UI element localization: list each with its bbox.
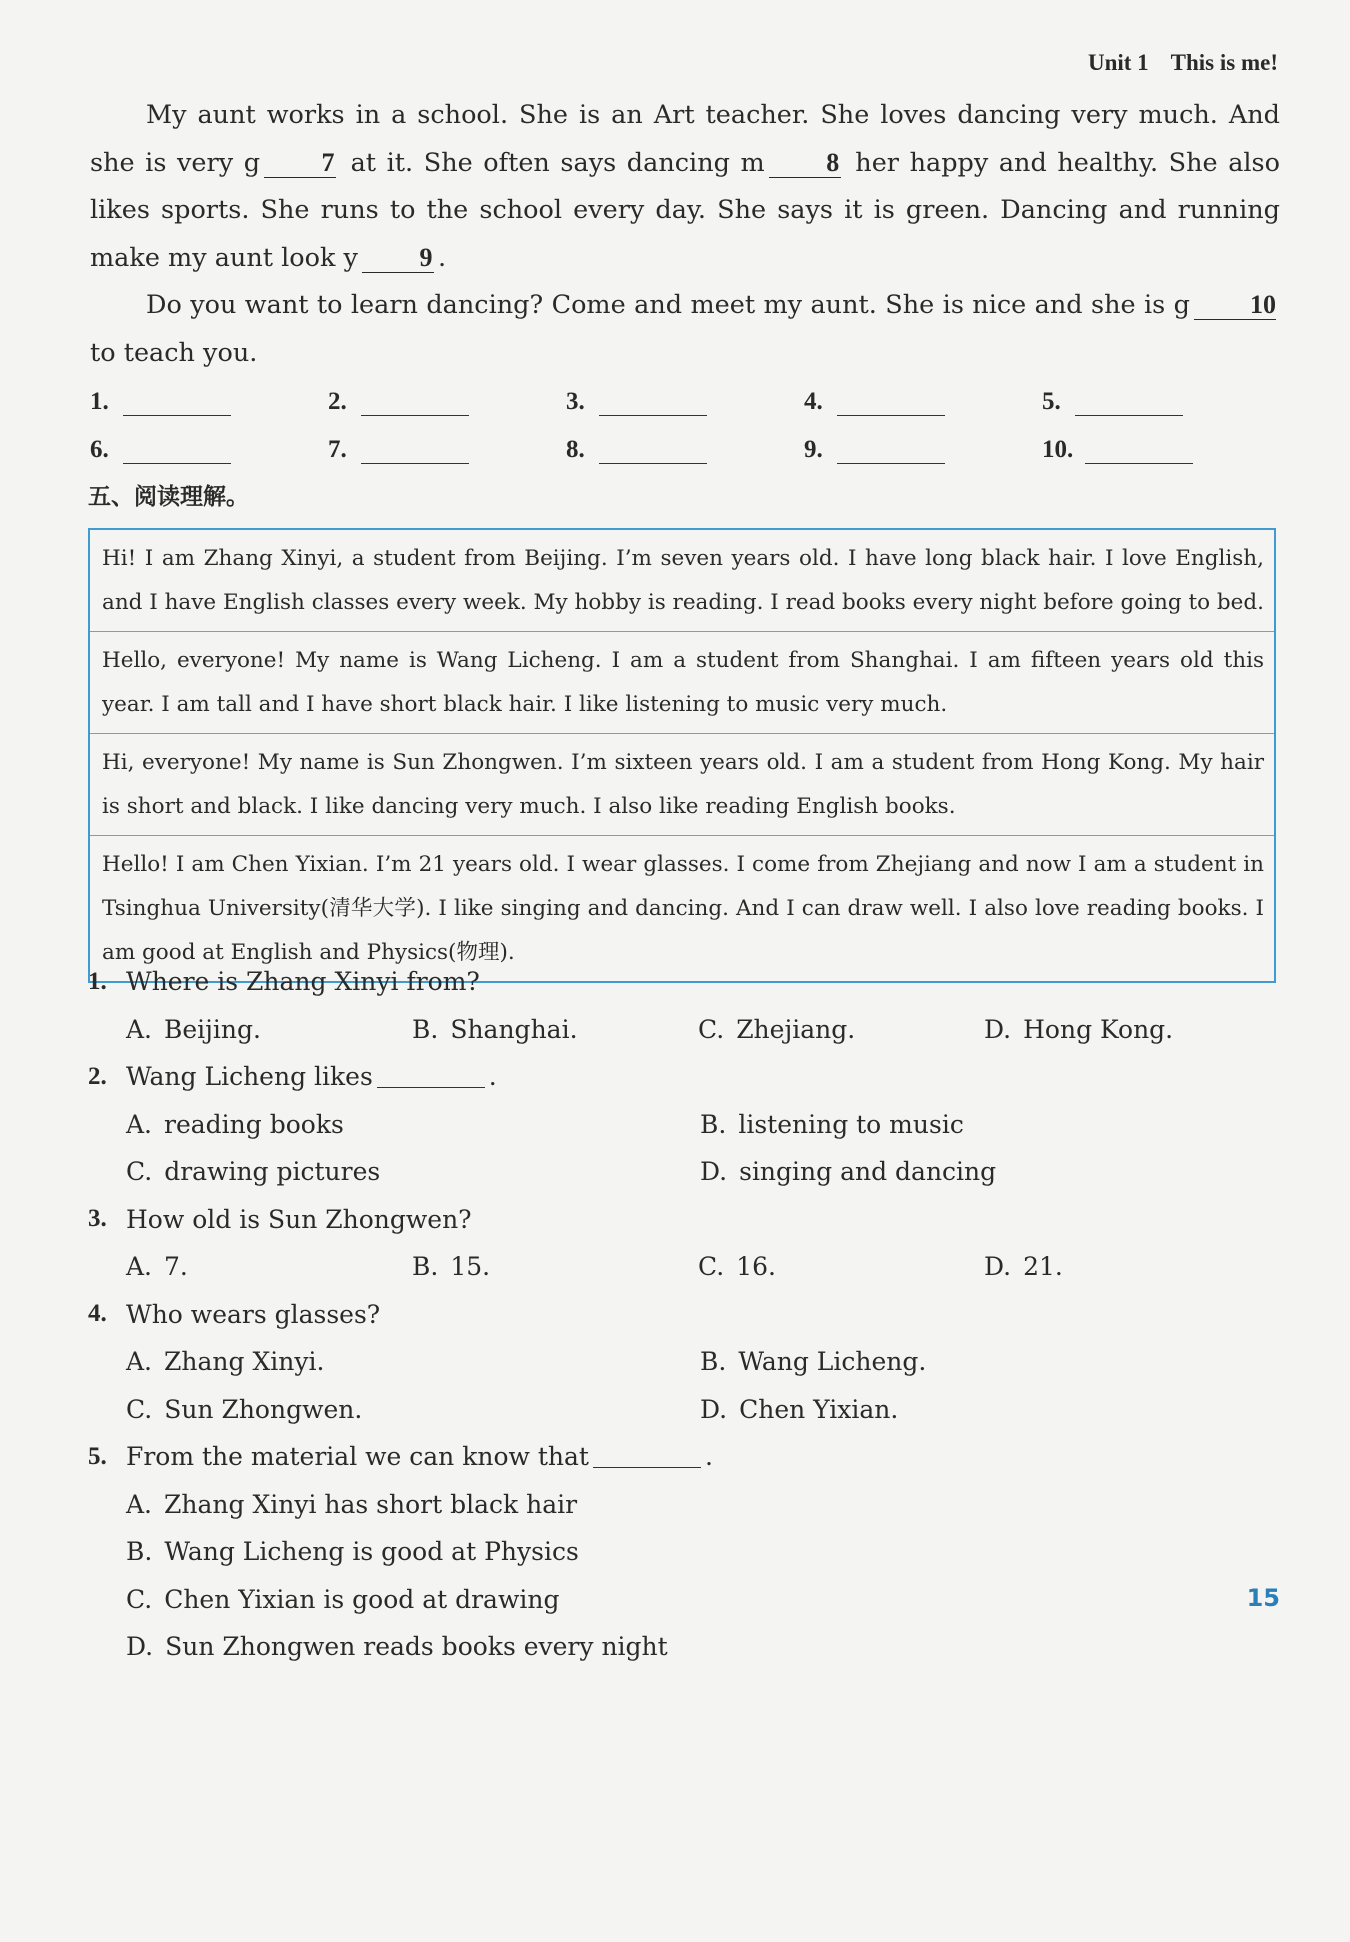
answer-blank[interactable] — [328, 430, 566, 464]
option-text: Chen Yixian. — [739, 1394, 899, 1424]
passage-text: to teach you. — [90, 337, 258, 368]
option-text: Shanghai. — [450, 1014, 578, 1044]
answer-number: 9. — [804, 436, 823, 463]
option-text: reading books — [164, 1109, 344, 1139]
option-a[interactable] — [126, 1481, 1026, 1529]
option-letter: C. — [698, 1252, 725, 1282]
option-text: 16. — [736, 1252, 776, 1282]
answer-number: 4. — [804, 388, 823, 415]
option-letter: A. — [126, 1252, 153, 1282]
question-stem — [88, 1053, 1278, 1101]
answer-line[interactable] — [837, 389, 945, 416]
option-text: drawing pictures — [164, 1157, 381, 1187]
option-text: 15. — [450, 1252, 491, 1282]
passage-text: My aunt works in a school. She is an Art teacher. She loves dancing very much. And she is very g — [90, 100, 1280, 178]
option-text: Sun Zhongwen. — [164, 1394, 363, 1424]
cloze-blank-7[interactable]: 7 — [264, 149, 336, 178]
option-letter: C. — [698, 1014, 725, 1044]
option-letter: B. — [700, 1109, 727, 1139]
answer-number: 5. — [1042, 388, 1061, 415]
answer-number: 6. — [90, 436, 109, 463]
question-text: From the material we can know that — [126, 1442, 589, 1472]
option-c[interactable] — [126, 1576, 1026, 1624]
reading-questions — [88, 958, 1278, 1671]
option-text: Wang Licheng. — [738, 1347, 927, 1377]
option-text: Hong Kong. — [1023, 1014, 1174, 1044]
option-letter: B. — [700, 1347, 727, 1377]
option-c[interactable] — [698, 1006, 984, 1054]
option-d[interactable] — [126, 1623, 1026, 1671]
option-letter: A. — [126, 1347, 153, 1377]
option-text: Beijing. — [164, 1014, 261, 1044]
header-unit: Unit 1 — [1087, 50, 1149, 75]
option-text: singing and dancing — [739, 1157, 997, 1187]
answer-blank[interactable] — [1042, 430, 1280, 464]
option-letter: C. — [126, 1157, 153, 1187]
answer-blank[interactable] — [90, 382, 328, 416]
option-text: listening to music — [738, 1109, 964, 1139]
question-blank[interactable] — [377, 1065, 485, 1088]
option-a[interactable] — [126, 1101, 700, 1149]
answer-number: 3. — [566, 388, 585, 415]
answer-line[interactable] — [361, 437, 469, 464]
question-options — [88, 1338, 1278, 1433]
option-letter: D. — [126, 1632, 154, 1662]
answer-line[interactable] — [123, 437, 231, 464]
question-stem — [88, 1433, 1278, 1481]
option-d[interactable] — [700, 1386, 1274, 1434]
question-options — [88, 1006, 1278, 1054]
cloze-blank-9[interactable]: 9 — [362, 244, 434, 273]
answer-line[interactable] — [1075, 389, 1183, 416]
question-number: 2. — [88, 1062, 107, 1090]
option-letter: B. — [412, 1252, 439, 1282]
question-text: Where is Zhang Xinyi from? — [126, 967, 480, 997]
profile-chen-yixian: Hello! I am Chen Yixian. I’m 21 years old. I wear glasses. I come from Zhejiang and now I am a student in Tsinghua University(清华大学). I like singing and dancing. And I can draw well. I also love reading books. I am good at English and Physics(物理). — [102, 852, 1264, 965]
option-letter: D. — [984, 1252, 1012, 1282]
answer-number: 7. — [328, 436, 347, 463]
option-text: 7. — [164, 1252, 188, 1282]
answer-blank[interactable] — [804, 430, 1042, 464]
question-blank[interactable] — [593, 1445, 701, 1468]
answer-blank[interactable] — [90, 430, 328, 464]
option-text: Chen Yixian is good at drawing — [164, 1584, 560, 1614]
question-text-end: . — [704, 1442, 713, 1472]
question-text: Wang Licheng likes — [126, 1062, 373, 1092]
option-b[interactable] — [700, 1101, 1274, 1149]
question-options — [88, 1243, 1278, 1291]
answer-line[interactable] — [837, 437, 945, 464]
option-b[interactable] — [700, 1338, 1274, 1386]
profile-sun-zhongwen: Hi, everyone! My name is Sun Zhongwen. I’m sixteen years old. I am a student from Hong Kong. My hair is short and black. I like dancing very much. I also like reading English books. — [90, 734, 1274, 836]
option-a[interactable] — [126, 1243, 412, 1291]
option-a[interactable] — [126, 1338, 700, 1386]
question-options — [88, 1101, 1278, 1196]
option-text: Wang Licheng is good at Physics — [164, 1537, 579, 1567]
answer-line[interactable] — [123, 389, 231, 416]
passage-text: at it. She often says dancing m — [340, 147, 765, 178]
option-letter: D. — [700, 1157, 728, 1187]
option-b[interactable] — [126, 1528, 1026, 1576]
section-title: 五、阅读理解。 — [88, 484, 249, 510]
profile-zhang-xinyi: Hi! I am Zhang Xinyi, a student from Beijing. I’m seven years old. I have long black hair. I love English, and I have English classes every week. My hobby is reading. I read books every night before going to bed. — [90, 530, 1274, 632]
question-number: 1. — [88, 967, 107, 995]
profile-wang-licheng: Hello, everyone! My name is Wang Licheng. I am a student from Shanghai. I am fifteen years old this year. I am tall and I have short black hair. I like listening to music very much. — [90, 632, 1274, 734]
option-c[interactable] — [126, 1148, 700, 1196]
question-options — [88, 1481, 1278, 1671]
option-b[interactable] — [412, 1006, 698, 1054]
cloze-blank-10[interactable]: 10 — [1194, 291, 1276, 320]
answer-line[interactable] — [599, 437, 707, 464]
question-number: 3. — [88, 1205, 107, 1233]
answer-line[interactable] — [599, 389, 707, 416]
answer-number: 2. — [328, 388, 347, 415]
option-c[interactable] — [698, 1243, 984, 1291]
question-number: 5. — [88, 1442, 107, 1470]
option-letter: C. — [126, 1394, 153, 1424]
passage-text: Do you want to learn dancing? Come and meet my aunt. She is nice and she is g — [146, 290, 1190, 320]
question-stem — [88, 1291, 1278, 1339]
page-header — [1088, 50, 1278, 76]
option-d[interactable] — [700, 1148, 1274, 1196]
option-letter: D. — [984, 1014, 1012, 1044]
option-d[interactable] — [984, 1006, 1270, 1054]
question-text-end: . — [488, 1062, 497, 1092]
answer-blank[interactable] — [804, 382, 1042, 416]
option-text: Zhejiang. — [736, 1014, 856, 1044]
header-title: This is me! — [1170, 50, 1278, 75]
option-letter: C. — [126, 1584, 153, 1614]
question-number: 4. — [88, 1300, 107, 1328]
option-letter: A. — [126, 1014, 153, 1044]
passage-text: . — [437, 242, 447, 273]
option-letter: B. — [126, 1537, 153, 1567]
answer-line[interactable] — [361, 389, 469, 416]
option-letter: A. — [126, 1109, 153, 1139]
option-b[interactable] — [412, 1243, 698, 1291]
option-a[interactable] — [126, 1006, 412, 1054]
answer-number: 8. — [566, 436, 585, 463]
answer-blanks-grid — [90, 382, 1280, 464]
passage-paragraph-2 — [90, 282, 1280, 377]
question-text: Who wears glasses? — [126, 1299, 381, 1329]
answer-blank[interactable] — [1042, 382, 1280, 416]
cloze-passage — [90, 92, 1280, 377]
cloze-blank-8[interactable]: 8 — [769, 149, 841, 178]
question-stem — [88, 1196, 1278, 1244]
option-text: Zhang Xinyi. — [164, 1347, 325, 1377]
question-stem — [88, 958, 1278, 1006]
answer-line[interactable] — [1085, 437, 1193, 464]
answer-blank[interactable] — [566, 430, 804, 464]
answer-blank[interactable] — [328, 382, 566, 416]
option-text: 21. — [1023, 1252, 1063, 1282]
option-text: Sun Zhongwen reads books every night — [165, 1632, 668, 1662]
passage-paragraph-1 — [90, 92, 1280, 282]
question-text: How old is Sun Zhongwen? — [126, 1204, 472, 1234]
option-c[interactable] — [126, 1386, 700, 1434]
answer-number: 1. — [90, 388, 109, 415]
option-letter: B. — [412, 1014, 439, 1044]
option-letter: A. — [126, 1489, 153, 1519]
answer-blank[interactable] — [566, 382, 804, 416]
option-d[interactable] — [984, 1243, 1270, 1291]
page-number: 15 — [1246, 1584, 1280, 1612]
option-text: Zhang Xinyi has short black hair — [164, 1489, 578, 1519]
reading-material-box — [88, 528, 1276, 983]
option-letter: D. — [700, 1394, 728, 1424]
passage-text: her happy and healthy. She also likes sports. She runs to the school every day. She says it is green. Dancing and running make my aunt look y — [90, 147, 1280, 273]
answer-number: 10. — [1042, 436, 1074, 463]
